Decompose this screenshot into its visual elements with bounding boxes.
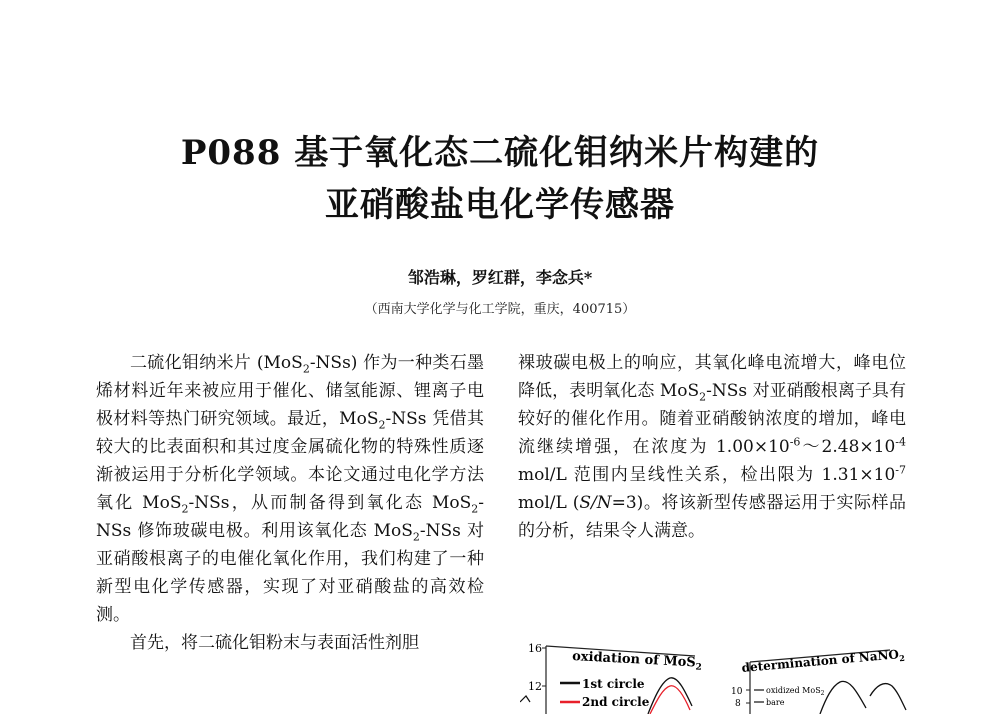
right-curve-bare	[870, 684, 906, 710]
right-plot	[731, 647, 906, 714]
legend-label-1st-circle: 1st circle	[582, 677, 645, 691]
paper-title-line2: 亚硝酸盐电化学传感器	[325, 185, 675, 225]
left-edge-mark	[520, 696, 530, 702]
legend-label-2nd-circle: 2nd circle	[582, 695, 650, 709]
figure-svg	[520, 636, 920, 714]
affiliation: （西南大学化学与化工学院，重庆，400715）	[364, 302, 636, 317]
figure-cv-plots	[520, 636, 920, 714]
left-tick-label-12: 12	[528, 680, 542, 693]
left-plot	[520, 642, 702, 714]
legend-label-oxidized: oxidized MoS$_2$	[766, 686, 825, 697]
abstract-paragraph-1: 二硫化钼纳米片 (MoS$_2$-NSs) 作为一种类石墨烯材料近年来被应用于催化、储氢能源、锂离子电极材料等热门研究领域。最近，MoS$_2$-NSs 凭借其较大的比表面积和其过度金属硫化物的特殊性质逐渐被运用于分析化学领域。本论文通过电化学方法氧化 MoS$_2$-NSs，从而制备得到氧化态 MoS$_2$-NSs 修饰玻碳电极。利用该氧化态 MoS$_2$-NSs 对亚硝酸根离子的电催化氧化作用，我们构建了一种新型电化学传感器，实现了对亚硝酸盐的高效检测。	[96, 353, 485, 625]
authors: 邹浩琳，罗红群，李念兵*	[407, 268, 593, 287]
abstract-paragraph-continued: 裸玻碳电极上的响应，其氧化峰电流增大，峰电位降低，表明氧化态 MoS$_2$-NSs 对亚硝酸根离子具有较好的催化作用。随着亚硝酸钠浓度的增加，峰电流继续增强，在浓度为 $1.00\times 10^{-6}\sim 2.48\times 10^{-4}$ mol/L 范围内呈线性关系，检出限为 $1.31\times 10^{-7}$ mol/L (S/N=3)。将该新型传感器运用于实际样品的分析，结果令人满意。	[518, 353, 906, 541]
right-plot-title: determination of NaNO$_2$	[741, 647, 906, 675]
right-column	[518, 349, 906, 545]
right-tick-label-8: 8	[735, 699, 741, 709]
right-tick-label-10: 10	[731, 687, 743, 697]
left-plot-title: oxidation of MoS$_2$	[571, 649, 702, 673]
abstract-paragraph-2: 首先，将二硫化钼粉末与表面活性剂胆	[130, 633, 419, 653]
right-curve-oxidized	[820, 681, 866, 714]
left-column	[96, 349, 484, 657]
paper-title-line1: P088 基于氧化态二硫化钼纳米片构建的	[180, 133, 820, 173]
left-tick-label-16: 16	[528, 642, 542, 655]
left-curve-1st	[648, 678, 692, 714]
legend-label-bare: bare	[766, 698, 785, 707]
